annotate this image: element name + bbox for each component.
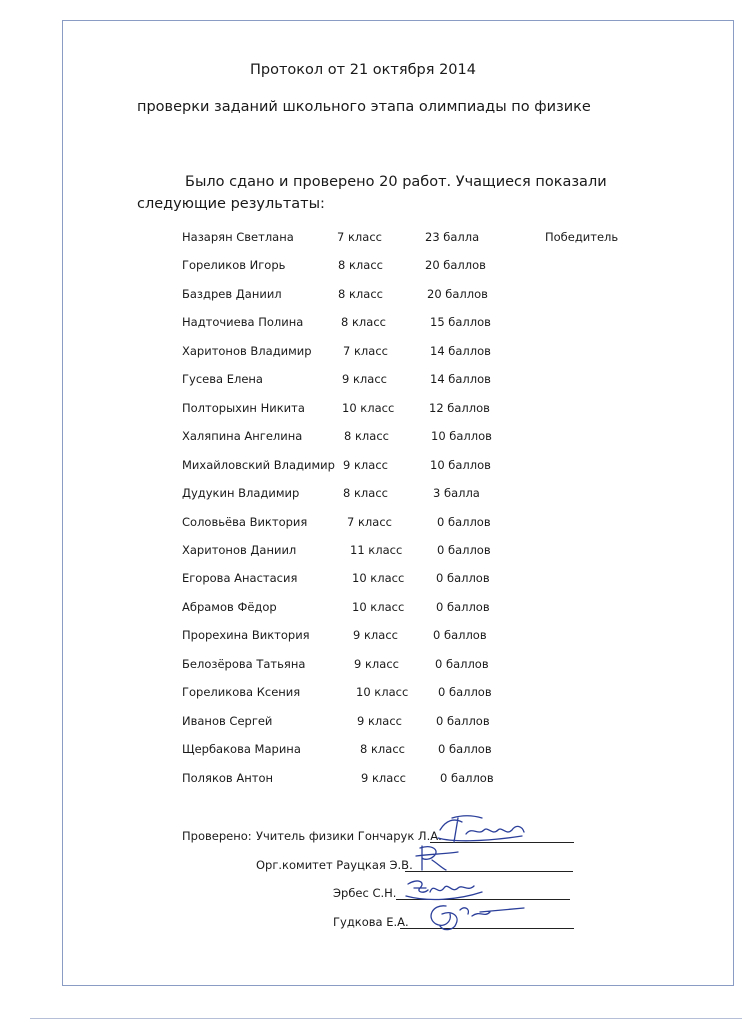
result-name: Гореликов Игорь xyxy=(182,258,286,273)
result-name: Назарян Светлана xyxy=(182,230,294,244)
result-name: Харитонов Даниил xyxy=(182,542,297,557)
result-score: 10 баллов xyxy=(431,429,492,444)
checked-label: Проверено: xyxy=(182,829,252,843)
result-name: Харитонов Владимир xyxy=(182,343,312,358)
result-name: Баздрев Даниил xyxy=(182,286,282,301)
result-score: 14 баллов xyxy=(430,343,491,358)
result-score: 15 баллов xyxy=(430,315,491,330)
result-score: 0 баллов xyxy=(440,770,494,785)
result-grade: 9 класс xyxy=(357,713,402,728)
result-name: Гусева Елена xyxy=(182,372,263,387)
teacher-signature-label: Учитель физики Гончарук Л.А. xyxy=(256,829,442,843)
result-score: 10 баллов xyxy=(430,457,491,472)
committee-signature xyxy=(410,840,470,876)
result-row xyxy=(0,401,744,421)
result-name: Абрамов Фёдор xyxy=(182,599,277,614)
result-grade: 9 класс xyxy=(343,457,388,472)
result-row xyxy=(0,543,744,563)
result-name: Иванов Сергей xyxy=(182,713,273,728)
result-name: Егорова Анастасия xyxy=(182,571,298,586)
result-grade: 10 класс xyxy=(356,685,409,700)
result-score: 0 баллов xyxy=(438,742,492,757)
result-row xyxy=(0,315,744,335)
result-row xyxy=(0,771,744,791)
result-row xyxy=(0,714,744,734)
document-title: Протокол от 21 октября 2014 xyxy=(250,62,476,78)
result-score: 20 баллов xyxy=(425,258,486,273)
result-score: 0 баллов xyxy=(433,628,487,643)
result-row xyxy=(0,287,744,307)
result-row xyxy=(0,685,744,705)
result-name: Белозёрова Татьяна xyxy=(182,656,306,671)
result-grade: 8 класс xyxy=(341,315,386,330)
result-score: 14 баллов xyxy=(430,372,491,387)
result-name: Халяпина Ангелина xyxy=(182,429,303,444)
document-subtitle: проверки заданий школьного этапа олимпиады по физике xyxy=(137,99,591,115)
result-score: 23 балла xyxy=(425,230,480,244)
result-score: 3 балла xyxy=(433,486,480,501)
result-row xyxy=(0,600,744,620)
result-row xyxy=(0,344,744,364)
result-grade: 9 класс xyxy=(342,372,387,387)
result-row xyxy=(0,230,744,250)
result-grade: 11 класс xyxy=(350,542,403,557)
result-grade: 8 класс xyxy=(338,286,383,301)
result-grade: 10 класс xyxy=(352,571,405,586)
result-grade: 9 класс xyxy=(354,656,399,671)
result-score: 0 баллов xyxy=(435,656,489,671)
result-score: 0 баллов xyxy=(436,713,490,728)
result-name: Щербакова Марина xyxy=(182,742,301,757)
result-row xyxy=(0,258,744,278)
result-name: Михайловский Владимир xyxy=(182,457,335,472)
result-row xyxy=(0,628,744,648)
result-row xyxy=(0,486,744,506)
result-name: Дудукин Владимир xyxy=(182,486,300,501)
result-score: 12 баллов xyxy=(429,400,490,415)
result-grade: 7 класс xyxy=(343,343,388,358)
result-grade: 10 класс xyxy=(342,400,395,415)
gudkova-signature xyxy=(420,896,530,936)
result-score: 0 баллов xyxy=(436,571,490,586)
result-grade: 9 класс xyxy=(353,628,398,643)
bottom-rule xyxy=(30,1018,742,1019)
result-row xyxy=(0,571,744,591)
result-row xyxy=(0,429,744,449)
erbes-signature-label: Эрбес С.Н. xyxy=(333,886,397,900)
committee-signature-label: Орг.комитет Рауцкая Э.В. xyxy=(256,858,413,872)
result-grade: 8 класс xyxy=(344,429,389,444)
result-score: 0 баллов xyxy=(437,514,491,529)
result-grade: 7 класс xyxy=(347,514,392,529)
gudkova-signature-label: Гудкова Е.А. xyxy=(333,915,409,929)
result-row xyxy=(0,742,744,762)
result-row xyxy=(0,515,744,535)
result-row xyxy=(0,657,744,677)
result-name: Соловьёва Виктория xyxy=(182,514,308,529)
result-row xyxy=(0,458,744,478)
result-grade: 10 класс xyxy=(352,599,405,614)
result-score: 0 баллов xyxy=(438,685,492,700)
result-name: Прорехина Виктория xyxy=(182,628,310,643)
intro-paragraph: Было сдано и проверено 20 работ. Учащиеся показали следующие результаты: xyxy=(137,174,607,212)
result-grade: 7 класс xyxy=(337,230,382,244)
result-score: 20 баллов xyxy=(427,286,488,301)
result-score: 0 баллов xyxy=(437,542,491,557)
result-name: Надточиева Полина xyxy=(182,315,304,330)
result-grade: 8 класс xyxy=(360,742,405,757)
result-grade: 9 класс xyxy=(361,770,406,785)
result-row xyxy=(0,372,744,392)
result-status: Победитель xyxy=(545,230,619,244)
result-name: Полторыхин Никита xyxy=(182,400,305,415)
result-grade: 8 класс xyxy=(338,258,383,273)
result-grade: 8 класс xyxy=(343,486,388,501)
result-name: Гореликова Ксения xyxy=(182,685,301,700)
result-name: Поляков Антон xyxy=(182,770,274,785)
result-score: 0 баллов xyxy=(436,599,490,614)
